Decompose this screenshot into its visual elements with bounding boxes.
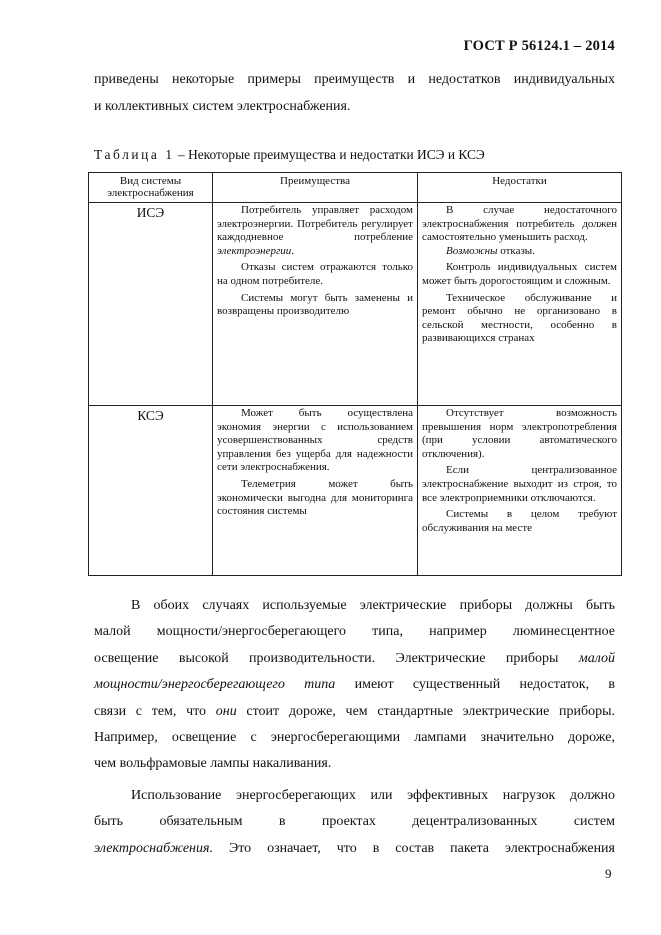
system-name: КСЭ <box>89 406 213 576</box>
advantage-item: Системы могут быть заменены и возвращены производителю <box>217 291 413 318</box>
intro-line-1: приведены некоторые примеры преимуществ и недостатков индивидуальных <box>94 72 615 87</box>
comparison-table <box>88 172 622 576</box>
disadvantage-item: Если централизованное электроснабжение выходит из строя, то все электроприемники отключаются. <box>422 464 617 504</box>
disadvantage-item: Техническое обслуживание и ремонт обычно не организовано в сельской местности, особенно в развивающихся странах <box>422 291 617 345</box>
advantages-cell <box>213 203 418 406</box>
disadvantage-item: Контроль индивидуальных систем может быть дорогостоящим и сложным. <box>422 261 617 287</box>
paragraph-line: освещение высокой производительности. Электрические приборы малой <box>94 650 615 666</box>
advantages-cell <box>213 406 418 576</box>
paragraph-line: связи с тем, что они стоит дороже, чем стандартные электрические приборы. <box>94 703 616 719</box>
page-number: 9 <box>605 866 612 881</box>
paragraph-line: малой мощности/энергосберегающего типа, например люминесцентное <box>94 624 615 640</box>
paragraph-line: В обоих случаях используемые электрические приборы должны быть <box>131 598 615 613</box>
system-name: ИСЭ <box>89 203 213 406</box>
disadvantages-cell <box>418 203 622 406</box>
paragraph-appliances <box>94 593 615 778</box>
advantage-item: Может быть осуществлена экономия энергии с использованием усовершенствованных средств управления без ущерба для надежности сети электроснабжения. <box>217 407 413 474</box>
table-row <box>89 406 622 576</box>
header-disadvantages: Недостатки <box>418 173 622 203</box>
header-advantages: Преимущества <box>213 173 418 203</box>
document-header: ГОСТ Р 56124.1 – 2014 <box>463 38 615 54</box>
paragraph-line: чем вольфрамовые лампы накаливания. <box>94 756 332 772</box>
intro-paragraph <box>94 66 615 120</box>
advantage-item: Отказы систем отражаются только на одном потребителе. <box>217 261 413 287</box>
table-caption-label: Таблица 1 <box>94 147 175 162</box>
disadvantage-item: Отсутствует возможность превышения норм электропотребления (при условии автоматического отключения). <box>422 407 617 460</box>
disadvantage-item: Возможны отказы. <box>446 244 535 257</box>
paragraph-line: Использование энергосберегающих или эффективных нагрузок должно <box>131 788 615 803</box>
advantage-item: Потребитель управляет расходом электроэнергии. Потребитель регулирует каждодневное потребление электроэнергии. <box>217 204 413 257</box>
table-header-row <box>89 173 622 203</box>
table-caption <box>94 147 485 163</box>
paragraph-line: быть обязательным в проектах децентрализованных систем <box>94 814 615 830</box>
disadvantages-cell <box>418 406 622 576</box>
paragraph-line: мощности/энергосберегающего типа имеют существенный недостаток, в <box>94 677 615 693</box>
paragraph-loads <box>94 783 615 862</box>
table-caption-text: – Некоторые преимущества и недостатки ИСЭ и КСЭ <box>174 147 485 162</box>
disadvantage-item: В случае недостаточного электроснабжения потребитель должен самостоятельно уменьшить расход. <box>422 204 617 244</box>
disadvantage-item: Системы в целом требуют обслуживания на месте <box>422 508 617 534</box>
header-system-type: Вид системы электроснабжения <box>89 173 213 203</box>
paragraph-line: Например, освещение с энергосберегающими лампами значительно дороже, <box>94 730 615 746</box>
intro-line-2: и коллективных систем электроснабжения. <box>94 99 351 114</box>
advantage-item: Телеметрия может быть экономически выгодна для мониторинга состояния системы <box>217 477 413 518</box>
table-row <box>89 203 622 406</box>
paragraph-line: электроснабжения. Это означает, что в состав пакета электроснабжения <box>94 840 615 856</box>
